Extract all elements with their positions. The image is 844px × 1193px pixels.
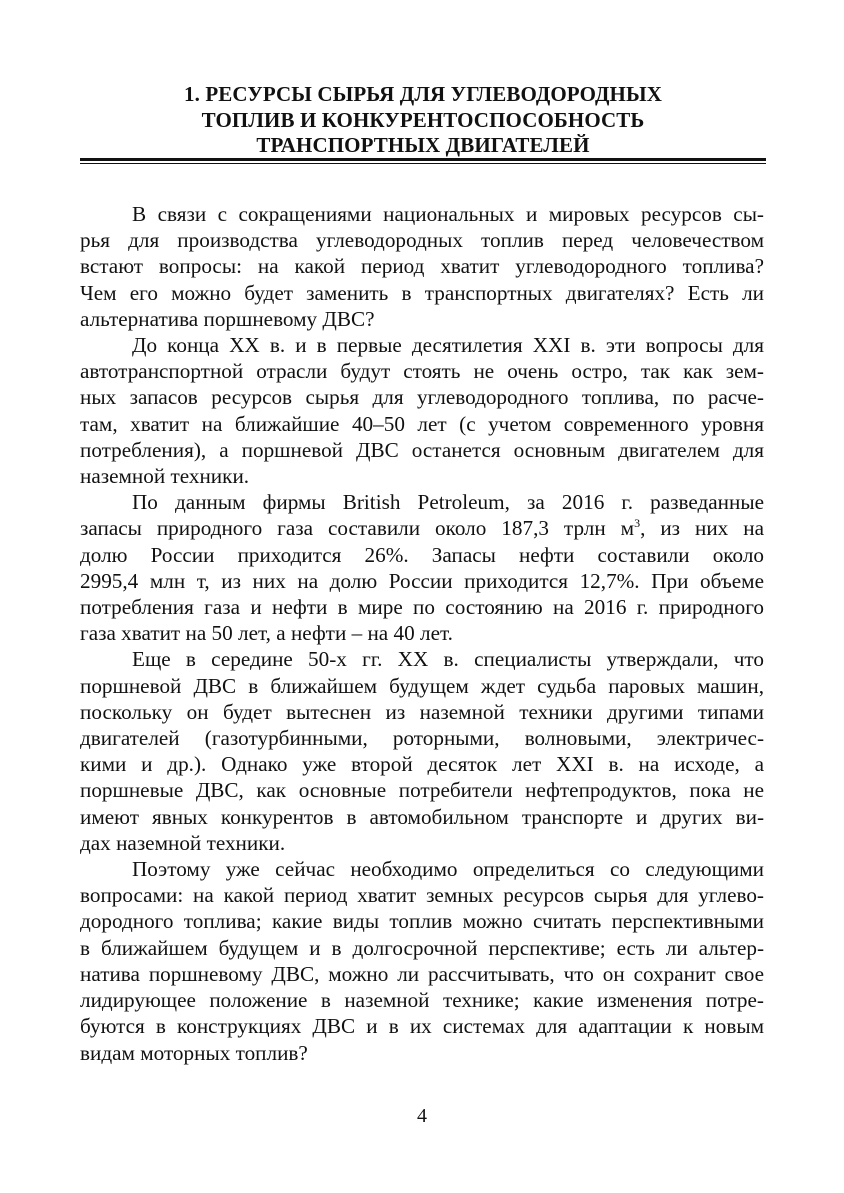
paragraph-line: дородного топлива; какие виды топлив можно считать перспективными [80, 909, 764, 934]
paragraph-line: натива поршневому ДВС, можно ли рассчитывать, что он сохранит свое [80, 961, 764, 986]
paragraph-line: Еще в середине 50-х гг. XX в. специалисты утверждали, что [132, 647, 764, 672]
paragraph-line: До конца XX в. и в первые десятилетия XXI в. эти вопросы для [132, 333, 764, 358]
paragraph-line: двигателей (газотурбинными, роторными, волновыми, электричес- [80, 726, 764, 751]
paragraph-line: рья для производства углеводородных топлив перед человечеством [80, 228, 764, 253]
chapter-title-line-3: ТРАНСПОРТНЫХ ДВИГАТЕЛЕЙ [256, 133, 590, 157]
paragraph-line: там, хватит на ближайшие 40–50 лет (с учетом современного уровня [80, 411, 764, 436]
paragraph-line: поскольку он будет вытеснен из наземной техники другими типами [80, 699, 764, 724]
paragraph-line: 2995,4 млн т, из них на долю России приходится 12,7%. При объеме [80, 568, 764, 593]
paragraph-5 [80, 856, 764, 1066]
paragraph-line: альтернатива поршневому ДВС? [80, 306, 375, 331]
paragraph-line: кими и др.). Однако уже второй десяток лет XXI в. на исходе, а [80, 752, 764, 777]
paragraph-line: лидирующее положение в наземной технике; какие изменения потре- [80, 988, 764, 1013]
chapter-title [80, 82, 766, 159]
paragraph-line: долю России приходится 26%. Запасы нефти составили около [80, 542, 764, 567]
body-text [80, 201, 764, 1066]
paragraph-2 [80, 332, 764, 489]
paragraph-1 [80, 201, 764, 332]
paragraph-line: потребления газа и нефти в мире по состоянию на 2016 г. природного [80, 595, 764, 620]
paragraph-line: Чем его можно будет заменить в транспортных двигателях? Есть ли [80, 280, 764, 305]
paragraph-line: потребления), а поршневой ДВС останется основным двигателем для [80, 437, 764, 462]
cubic-superscript: 3 [634, 516, 641, 531]
paragraph-line: ных запасов ресурсов сырья для углеводородного топлива, по расче- [80, 385, 764, 410]
paragraph-line: встают вопросы: на какой период хватит углеводородного топлива? [80, 254, 764, 279]
paragraph-line: газа хватит на 50 лет, а нефти – на 40 лет. [80, 621, 453, 646]
page-number: 4 [417, 1105, 427, 1127]
paragraph-line: поршневой ДВС в ближайшем будущем ждет судьба паровых машин, [80, 673, 764, 698]
paragraph-3 [80, 489, 764, 646]
paragraph-4 [80, 646, 764, 856]
paragraph-line: имеют явных конкурентов в автомобильном транспорте и других ви- [80, 804, 764, 829]
paragraph-line: Поэтому уже сейчас необходимо определиться со следующими [132, 857, 764, 882]
chapter-title-line-2: ТОПЛИВ И КОНКУРЕНТОСПОСОБНОСТЬ [201, 107, 645, 132]
line-text: , из них на [640, 516, 764, 541]
paragraph-line: автотранспортной отрасли будут стоять не очень остро, так как зем- [80, 359, 764, 384]
chapter-title-line-1: 1. РЕСУРСЫ СЫРЬЯ ДЛЯ УГЛЕВОДОРОДНЫХ [184, 82, 662, 106]
paragraph-line: наземной техники. [80, 464, 250, 489]
paragraph-line: видам моторных топлив? [80, 1040, 308, 1065]
paragraph-line: буются в конструкциях ДВС и в их системах для адаптации к новым [80, 1014, 764, 1039]
paragraph-line: дах наземной техники. [80, 830, 286, 855]
line-text: запасы природного газа составили около 187,3 трлн м [80, 516, 635, 541]
title-double-rule [80, 158, 766, 164]
paragraph-line: в ближайшем будущем и в долгосрочной перспективе; есть ли альтер- [80, 935, 764, 960]
paragraph-line-with-superscript [80, 515, 764, 541]
paragraph-line: По данным фирмы British Petroleum, за 2016 г. разведанные [132, 490, 764, 515]
paragraph-line: В связи с сокращениями национальных и мировых ресурсов сы- [132, 202, 764, 226]
paragraph-line: вопросами: на какой период хватит земных ресурсов сырья для углево- [80, 883, 764, 908]
paragraph-line: поршневые ДВС, как основные потребители нефтепродуктов, пока не [80, 778, 764, 803]
